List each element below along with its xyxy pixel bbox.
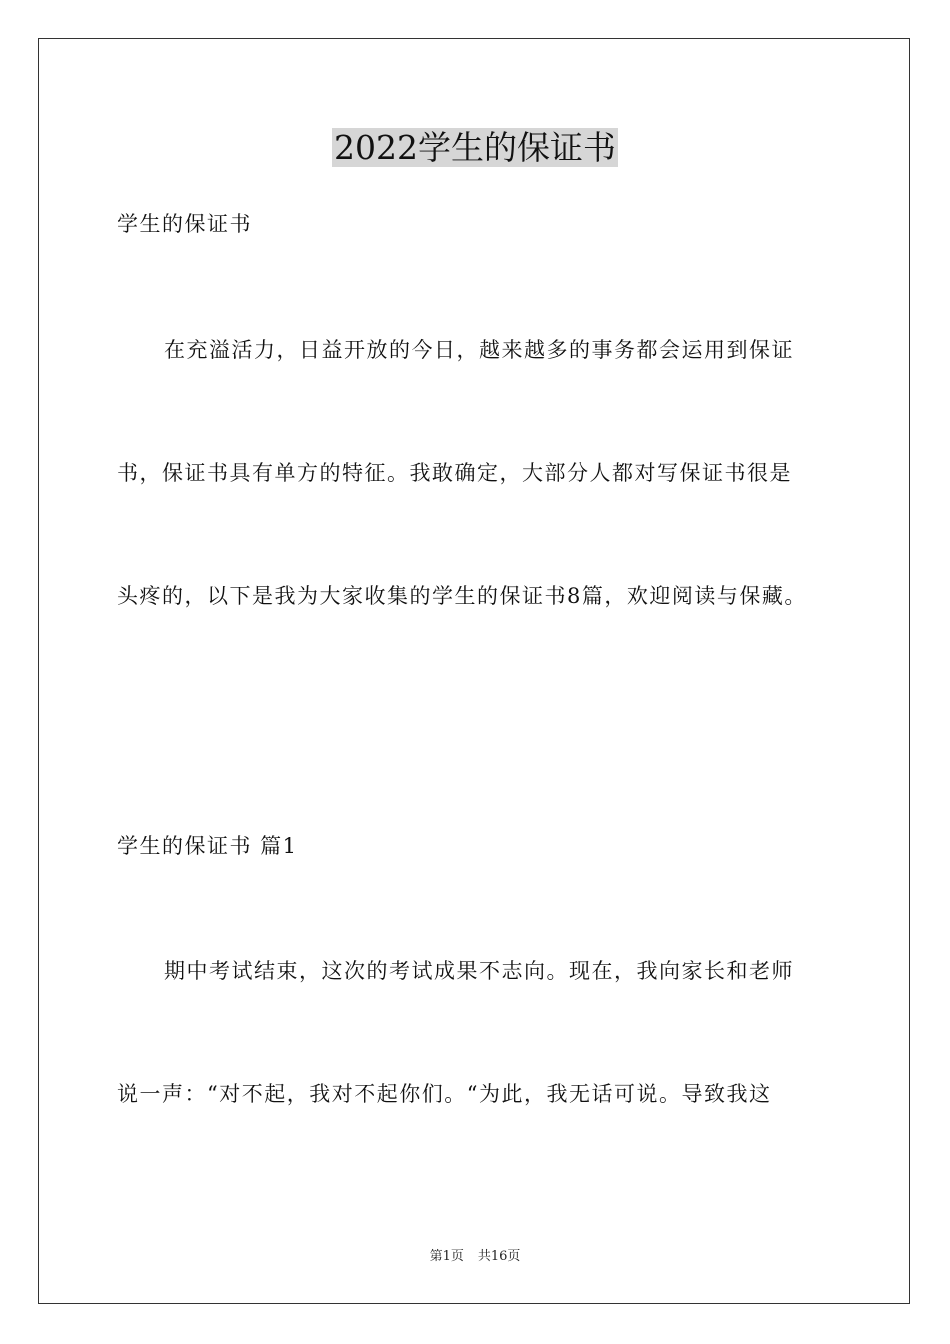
section-paragraph-line: 期中考试结束，这次的考试成果不志向。现在，我向家长和老师: [164, 959, 794, 983]
page-number-current: 第1页: [429, 1249, 464, 1264]
intro-paragraph-line: 书，保证书具有单方的特征。我敢确定，大部分人都对写保证书很是: [117, 461, 792, 485]
page-number-total: 共16页: [477, 1249, 521, 1264]
document-title: [0, 126, 950, 170]
document-title-text: 2022学生的保证书: [334, 128, 616, 167]
section-heading: 学生的保证书 篇1: [117, 834, 298, 858]
page-footer: [0, 1248, 950, 1266]
document-subtitle: 学生的保证书: [117, 212, 252, 236]
intro-paragraph-line: 头疼的，以下是我为大家收集的学生的保证书8篇，欢迎阅读与保藏。: [117, 584, 807, 608]
intro-paragraph-line: 在充溢活力，日益开放的今日，越来越多的事务都会运用到保证: [164, 338, 794, 362]
section-paragraph-line: 说一声：“对不起，我对不起你们。“为此，我无话可说。导致我这: [117, 1082, 772, 1106]
